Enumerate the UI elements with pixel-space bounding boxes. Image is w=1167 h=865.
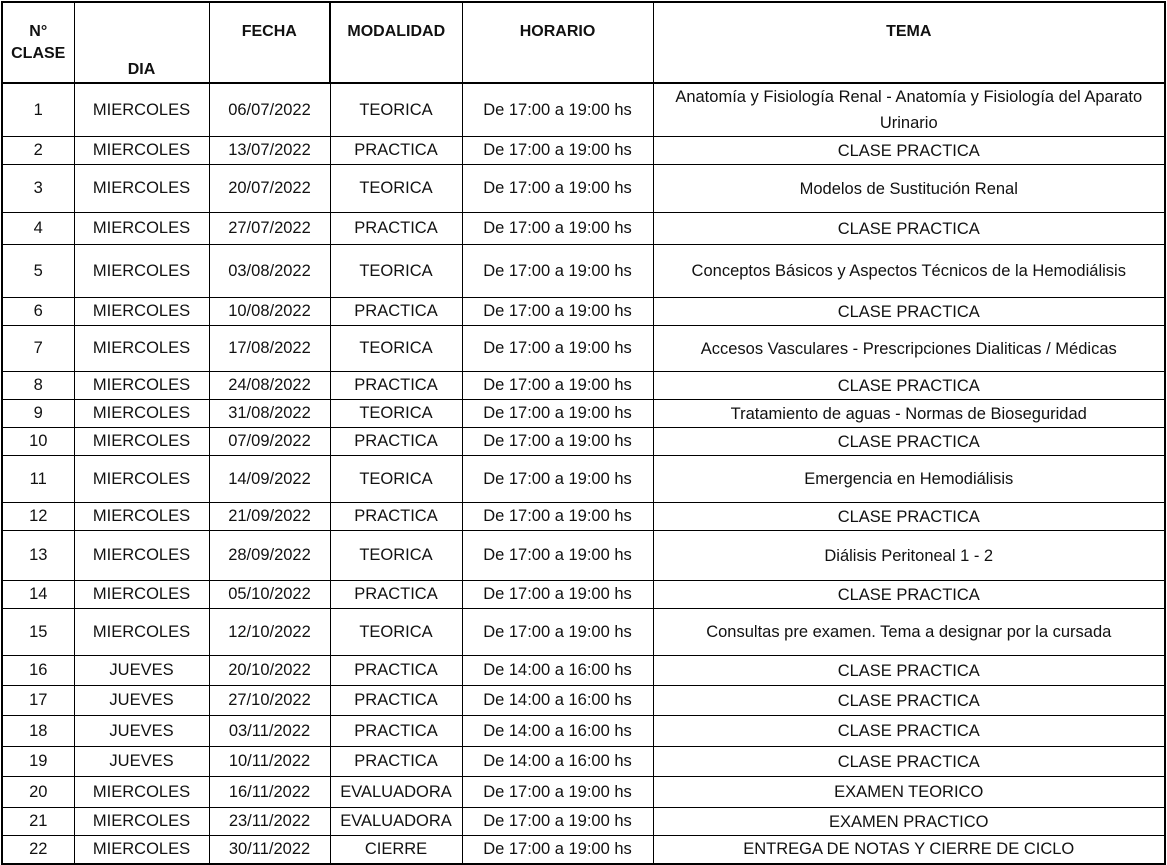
table-row [2,503,1165,531]
cell-tema: Emergencia en Hemodiálisis [653,456,1165,503]
cell-fecha: 13/07/2022 [209,137,330,165]
cell-fecha: 03/08/2022 [209,245,330,298]
cell-tema: CLASE PRACTICA [653,503,1165,531]
table-row [2,165,1165,213]
cell-dia: MIERCOLES [74,165,209,213]
cell-tema: CLASE PRACTICA [653,747,1165,777]
cell-tema: CLASE PRACTICA [653,372,1165,400]
schedule-body [2,83,1165,864]
cell-dia: MIERCOLES [74,137,209,165]
cell-modalidad: TEORICA [330,245,462,298]
cell-n: 9 [2,400,74,428]
cell-tema: CLASE PRACTICA [653,656,1165,686]
header-fecha: FECHA [209,2,330,83]
table-row [2,686,1165,716]
cell-fecha: 07/09/2022 [209,428,330,456]
table-row [2,400,1165,428]
cell-fecha: 12/10/2022 [209,609,330,656]
header-dia: DIA [74,2,209,83]
cell-fecha: 31/08/2022 [209,400,330,428]
cell-fecha: 20/10/2022 [209,656,330,686]
cell-tema: CLASE PRACTICA [653,686,1165,716]
cell-fecha: 06/07/2022 [209,83,330,137]
table-row [2,326,1165,372]
cell-modalidad: TEORICA [330,83,462,137]
header-modalidad: MODALIDAD [330,2,462,83]
cell-tema: Tratamiento de aguas - Normas de Bioseguridad [653,400,1165,428]
cell-dia: MIERCOLES [74,213,209,245]
cell-modalidad: PRACTICA [330,298,462,326]
cell-dia: JUEVES [74,716,209,747]
header-horario: HORARIO [462,2,653,83]
cell-dia: JUEVES [74,747,209,777]
cell-horario: De 14:00 a 16:00 hs [462,686,653,716]
table-row [2,137,1165,165]
cell-dia: MIERCOLES [74,836,209,864]
cell-tema: CLASE PRACTICA [653,213,1165,245]
cell-horario: De 17:00 a 19:00 hs [462,83,653,137]
cell-dia: MIERCOLES [74,298,209,326]
cell-tema: CLASE PRACTICA [653,581,1165,609]
cell-modalidad: PRACTICA [330,656,462,686]
table-row [2,83,1165,137]
cell-horario: De 17:00 a 19:00 hs [462,836,653,864]
cell-dia: MIERCOLES [74,609,209,656]
cell-modalidad: EVALUADORA [330,808,462,836]
cell-n: 11 [2,456,74,503]
cell-tema: Consultas pre examen. Tema a designar por la cursada [653,609,1165,656]
cell-n: 6 [2,298,74,326]
header-clase [2,2,74,83]
table-row [2,836,1165,864]
table-row [2,656,1165,686]
cell-modalidad: PRACTICA [330,372,462,400]
cell-n: 17 [2,686,74,716]
cell-tema: CLASE PRACTICA [653,716,1165,747]
table-row [2,213,1165,245]
cell-horario: De 17:00 a 19:00 hs [462,581,653,609]
table-row [2,808,1165,836]
cell-modalidad: CIERRE [330,836,462,864]
cell-modalidad: TEORICA [330,531,462,581]
table-row [2,531,1165,581]
cell-modalidad: TEORICA [330,456,462,503]
cell-n: 12 [2,503,74,531]
table-row [2,747,1165,777]
cell-fecha: 03/11/2022 [209,716,330,747]
header-clase-line2: CLASE [11,44,66,62]
cell-fecha: 05/10/2022 [209,581,330,609]
header-clase-line1: N° [29,22,48,40]
cell-n: 8 [2,372,74,400]
cell-horario: De 17:00 a 19:00 hs [462,372,653,400]
table-row [2,581,1165,609]
cell-dia: MIERCOLES [74,531,209,581]
cell-tema: Anatomía y Fisiología Renal - Anatomía y Fisiología del Aparato Urinario [653,83,1165,137]
cell-tema: CLASE PRACTICA [653,298,1165,326]
cell-tema: Modelos de Sustitución Renal [653,165,1165,213]
cell-horario: De 17:00 a 19:00 hs [462,428,653,456]
cell-n: 13 [2,531,74,581]
cell-fecha: 14/09/2022 [209,456,330,503]
cell-fecha: 20/07/2022 [209,165,330,213]
cell-tema: CLASE PRACTICA [653,137,1165,165]
cell-fecha: 28/09/2022 [209,531,330,581]
cell-n: 5 [2,245,74,298]
cell-tema: ENTREGA DE NOTAS Y CIERRE DE CICLO [653,836,1165,864]
cell-fecha: 10/11/2022 [209,747,330,777]
cell-fecha: 24/08/2022 [209,372,330,400]
table-row [2,777,1165,808]
cell-horario: De 17:00 a 19:00 hs [462,165,653,213]
cell-modalidad: PRACTICA [330,137,462,165]
cell-modalidad: PRACTICA [330,428,462,456]
cell-dia: MIERCOLES [74,777,209,808]
cell-tema: Conceptos Básicos y Aspectos Técnicos de la Hemodiálisis [653,245,1165,298]
cell-n: 14 [2,581,74,609]
cell-modalidad: PRACTICA [330,747,462,777]
cell-fecha: 21/09/2022 [209,503,330,531]
cell-n: 21 [2,808,74,836]
cell-dia: MIERCOLES [74,83,209,137]
cell-fecha: 27/07/2022 [209,213,330,245]
schedule-table [1,1,1166,865]
cell-horario: De 17:00 a 19:00 hs [462,456,653,503]
cell-tema: EXAMEN PRACTICO [653,808,1165,836]
cell-fecha: 16/11/2022 [209,777,330,808]
cell-dia: MIERCOLES [74,503,209,531]
cell-horario: De 17:00 a 19:00 hs [462,326,653,372]
cell-horario: De 17:00 a 19:00 hs [462,609,653,656]
cell-horario: De 17:00 a 19:00 hs [462,400,653,428]
cell-horario: De 14:00 a 16:00 hs [462,747,653,777]
cell-modalidad: PRACTICA [330,581,462,609]
cell-tema: Accesos Vasculares - Prescripciones Dialiticas / Médicas [653,326,1165,372]
cell-dia: JUEVES [74,686,209,716]
cell-modalidad: EVALUADORA [330,777,462,808]
cell-dia: MIERCOLES [74,428,209,456]
cell-modalidad: PRACTICA [330,503,462,531]
cell-fecha: 10/08/2022 [209,298,330,326]
cell-tema: EXAMEN TEORICO [653,777,1165,808]
header-row [2,2,1165,83]
cell-horario: De 17:00 a 19:00 hs [462,777,653,808]
cell-horario: De 17:00 a 19:00 hs [462,213,653,245]
cell-n: 19 [2,747,74,777]
cell-modalidad: PRACTICA [330,213,462,245]
cell-dia: MIERCOLES [74,808,209,836]
cell-n: 1 [2,83,74,137]
cell-n: 3 [2,165,74,213]
cell-dia: MIERCOLES [74,245,209,298]
cell-n: 18 [2,716,74,747]
cell-horario: De 14:00 a 16:00 hs [462,656,653,686]
cell-n: 20 [2,777,74,808]
cell-horario: De 17:00 a 19:00 hs [462,137,653,165]
table-row [2,428,1165,456]
cell-fecha: 23/11/2022 [209,808,330,836]
cell-modalidad: TEORICA [330,326,462,372]
cell-n: 10 [2,428,74,456]
cell-fecha: 30/11/2022 [209,836,330,864]
cell-fecha: 17/08/2022 [209,326,330,372]
table-row [2,372,1165,400]
cell-horario: De 17:00 a 19:00 hs [462,298,653,326]
table-row [2,298,1165,326]
cell-n: 16 [2,656,74,686]
cell-horario: De 17:00 a 19:00 hs [462,808,653,836]
cell-n: 2 [2,137,74,165]
cell-dia: MIERCOLES [74,372,209,400]
cell-dia: MIERCOLES [74,400,209,428]
table-row [2,245,1165,298]
cell-dia: MIERCOLES [74,581,209,609]
cell-n: 22 [2,836,74,864]
cell-modalidad: TEORICA [330,165,462,213]
cell-dia: MIERCOLES [74,456,209,503]
cell-horario: De 17:00 a 19:00 hs [462,531,653,581]
cell-modalidad: TEORICA [330,400,462,428]
cell-dia: MIERCOLES [74,326,209,372]
cell-modalidad: PRACTICA [330,686,462,716]
cell-horario: De 17:00 a 19:00 hs [462,503,653,531]
cell-horario: De 17:00 a 19:00 hs [462,245,653,298]
cell-n: 15 [2,609,74,656]
table-row [2,716,1165,747]
cell-tema: CLASE PRACTICA [653,428,1165,456]
cell-modalidad: TEORICA [330,609,462,656]
cell-fecha: 27/10/2022 [209,686,330,716]
cell-n: 7 [2,326,74,372]
cell-horario: De 14:00 a 16:00 hs [462,716,653,747]
table-row [2,456,1165,503]
cell-modalidad: PRACTICA [330,716,462,747]
cell-n: 4 [2,213,74,245]
cell-dia: JUEVES [74,656,209,686]
cell-tema: Diálisis Peritoneal 1 - 2 [653,531,1165,581]
header-tema: TEMA [653,2,1165,83]
table-row [2,609,1165,656]
